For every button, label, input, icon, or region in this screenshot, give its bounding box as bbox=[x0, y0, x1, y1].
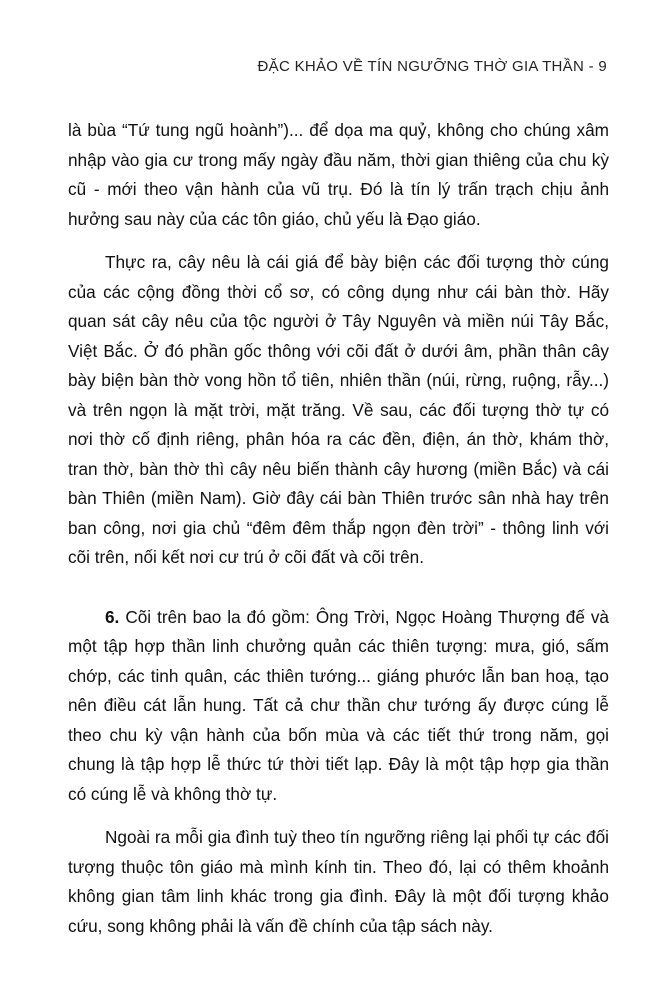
paragraph-cay-neu: Thực ra, cây nêu là cái giá để bày biện các đối tượng thờ cúng của các cộng đồng thời cổ sơ, có công dụng như cái bàn thờ. Hãy quan sát cây nêu của tộc người ở Tây Nguyên và miền núi Tây Bắc, Việt Bắc. Ở đó phần gốc thông với cõi đất ở dưới âm, phần thân cây bày biện bàn thờ vong hồn tổ tiên, nhiên thần (núi, rừng, ruộng, rẫy...) và trên ngọn là mặt trời, mặt trăng. Về sau, các đối tượng thờ tự có nơi thờ cố định riêng, phân hóa ra các đền, điện, án thờ, khám thờ, tran thờ, bàn thờ thì cây nêu biến thành cây hương (miền Bắc) và cái bàn Thiên (miền Nam). Giờ đây cái bàn Thiên trước sân nhà hay trên ban công, nơi gia chủ “đêm đêm thắp ngọn đèn trời” - thông linh với cõi trên, nối kết nơi cư trú ở cõi đất và cõi trên. bbox=[68, 252, 609, 567]
paragraph-phoi-tu: Ngoài ra mỗi gia đình tuỳ theo tín ngưỡng riêng lại phối tự các đối tượng thuộc tôn giáo mà mình kính tin. Theo đó, lại có thêm khoảnh không gian tâm linh khác trong gia đình. Đây là một đối tượng khảo cứu, song không phải là vấn đề chính của tập sách này. bbox=[68, 827, 609, 936]
section-number: 6. bbox=[105, 606, 120, 627]
paragraph-section-6 bbox=[68, 603, 609, 810]
section-6-text: Cõi trên bao la đó gồm: Ông Trời, Ngọc Hoàng Thượng đế và một tập hợp thần linh chưởng quản các thiên tượng: mưa, gió, sấm chớp, các tinh quân, các thiên tướng... giáng phước lẫn ban hoạ, tạo nên điều cát lẫn hung. Tất cả chư thần chư tướng ấy được cúng lễ theo chu kỳ vận hành của bốn mùa và các tiết thứ trong năm, gọi chung là tập hợp lễ thức tứ thời tiết lạp. Đây là một tập hợp gia thần có cúng lễ và không thờ tự. bbox=[68, 606, 609, 804]
paragraph-continuation: là bùa “Tứ tung ngũ hoành”)... để dọa ma quỷ, không cho chúng xâm nhập vào gia cư trong mấy ngày đầu năm, thời gian thiêng của chu kỳ cũ - mới theo vận hành của vũ trụ. Đó là tín lý trấn trạch chịu ảnh hưởng sau này của các tôn giáo, chủ yếu là Đạo giáo. bbox=[68, 120, 609, 229]
running-header: ĐẶC KHẢO VỀ TÍN NGƯỠNG THỜ GIA THẦN - 9 bbox=[257, 58, 607, 75]
page-body bbox=[68, 116, 609, 955]
